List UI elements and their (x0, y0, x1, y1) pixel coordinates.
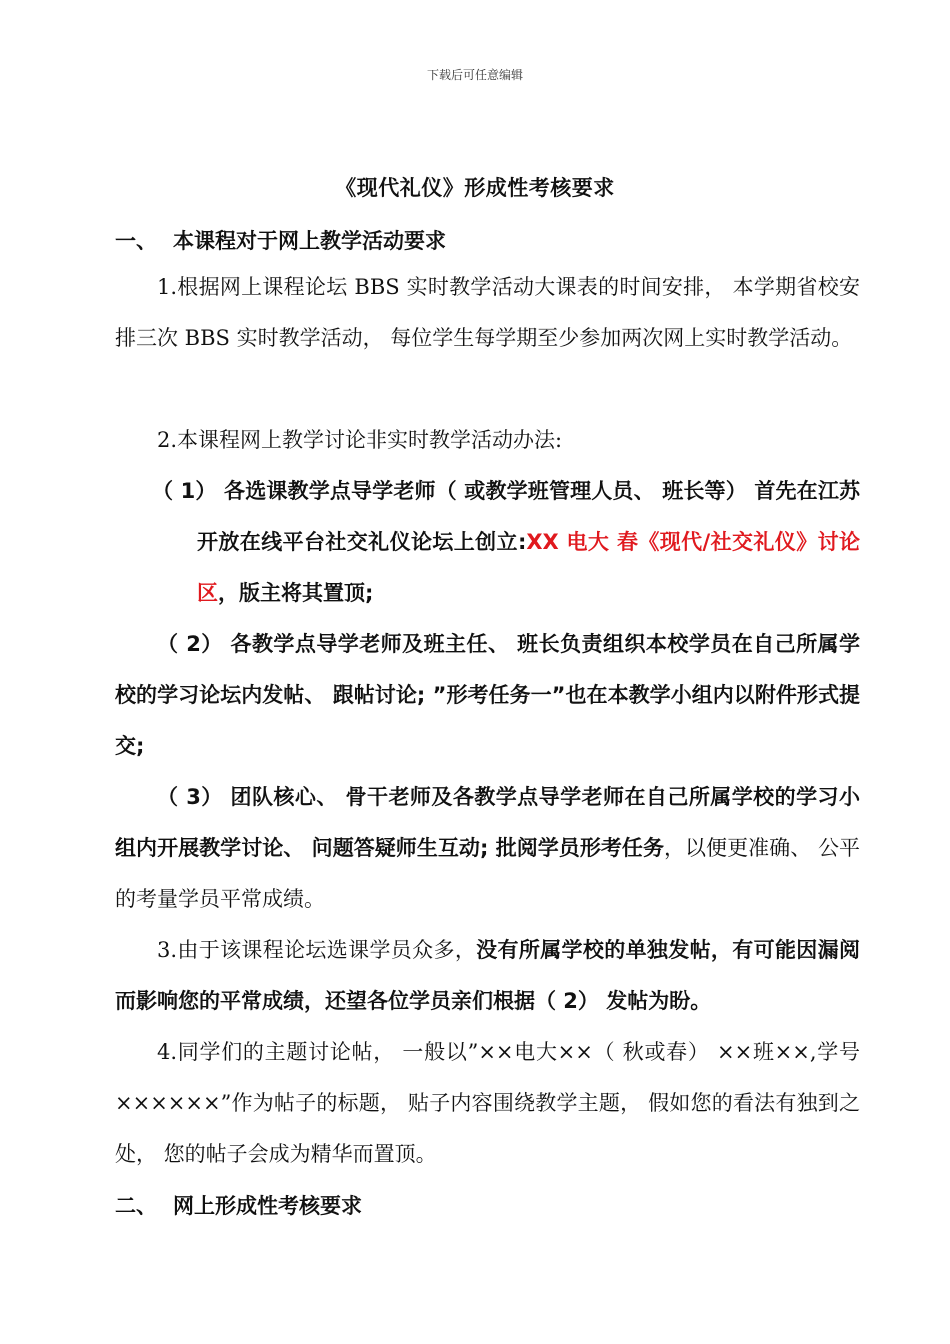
document-title: 《现代礼仪》形成性考核要求 (335, 176, 615, 200)
section-number-2: 二、 (115, 1194, 157, 1218)
paragraph-3-bold: 没有所属学校的单独发帖，有可能因漏阅而影响您的平常成绩，还望各位学员亲们根据（ 2） 发帖为盼。 (115, 938, 860, 1013)
paragraph-1: 1.根据网上课程论坛 BBS 实时教学活动大课表的时间安排， 本学期省校安排三次 BBS 实时教学活动， 每位学生每学期至少参加两次网上实时教学活动。 (115, 275, 860, 350)
list-item-1-tail: ，版主将其置顶; (218, 581, 374, 605)
paragraph-2: 2.本课程网上教学讨论非实时教学活动办法: (157, 428, 563, 452)
list-item-3-normal: ，以便更准确、 公平的考量学员平常成绩。 (115, 836, 860, 911)
list-item-2: （ 2） 各教学点导学老师及班主任、 班长负责组织本校学员在自己所属学校的学习论坛内发帖、 跟帖讨论; ”形考任务一”也在本教学小组内以附件形式提交; (115, 632, 860, 758)
paragraph-3-normal: 3.由于该课程论坛选课学员众多， (157, 938, 477, 962)
section-number-1: 一、 (115, 229, 157, 253)
section-heading-2 (115, 1190, 362, 1220)
paragraph-3 (115, 925, 860, 1027)
section-heading-1 (115, 225, 446, 255)
section-title-1: 本课程对于网上教学活动要求 (173, 229, 446, 253)
list-item-3-bold: （ 3） 团队核心、 骨干老师及各教学点导学老师在自己所属学校的学习小组内开展教学讨论、 问题答疑师生互动; 批阅学员形考任务 (115, 785, 860, 860)
list-item-3 (115, 772, 860, 925)
list-item-1 (152, 466, 860, 619)
page-header-note: 下载后可任意编辑 (426, 68, 523, 82)
forum-name-highlight: XX 电大 春《现代/社交礼仪》讨论区 (197, 530, 860, 605)
list-item-1-lead: （ 1） 各选课教学点导学老师（ 或教学班管理人员、 班长等） 首先在江苏开放在线平台社交礼仪论坛上创立: (152, 479, 860, 554)
section-title-2: 网上形成性考核要求 (173, 1194, 362, 1218)
paragraph-4: 4.同学们的主题讨论帖， 一般以”××电大××（ 秋或春） ××班××,学号××××××”作为帖子的标题， 贴子内容围绕教学主题， 假如您的看法有独到之处， 您的帖子会成为精华而置顶。 (115, 1040, 860, 1166)
